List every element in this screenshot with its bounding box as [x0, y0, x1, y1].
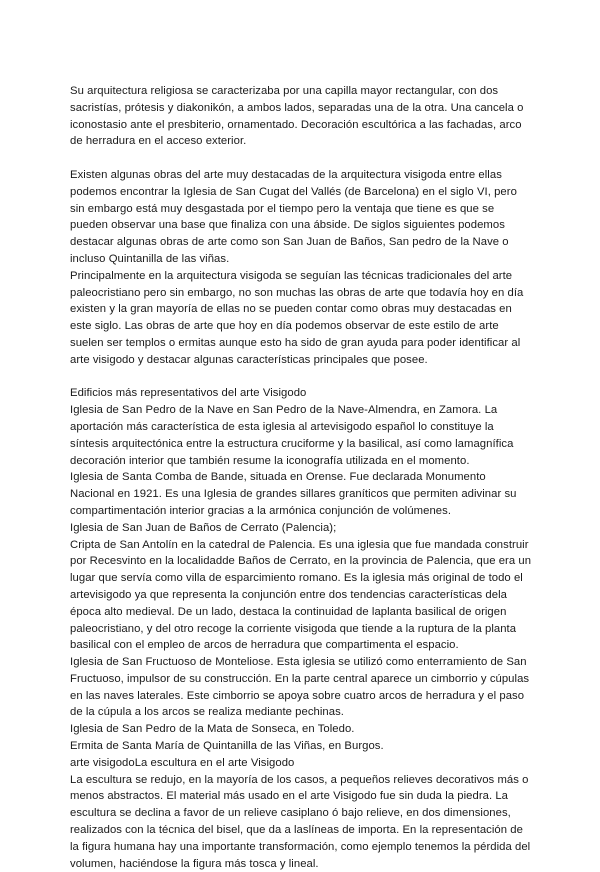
sculpture-heading: arte visigodoLa escultura en el arte Visigodo [70, 756, 295, 769]
bande-entry: Iglesia de Santa Comba de Bande, situada en Orense. Fue declarada Monumento Nacional en 1921. Es una Iglesia de grandes sillares graníticos que permiten adivinar su compartimentación interior gracias a la armónica conjunción de volúmenes. [70, 471, 517, 517]
quintanilla-entry: Ermita de Santa María de Quintanilla de las Viñas, en Burgos. [70, 740, 384, 753]
document-page [70, 83, 532, 872]
sculpture-paragraph: La escultura se redujo, en la mayoría de los casos, a pequeños relieves decorativos más o menos abstractos. El material más usado en el arte Visigodo fue sin duda la piedra. La escultura se declina a favor de un relieve casiplano ó bajo relieve, en dos dimensiones, realizados con la técnica del bisel, que da a laslíneas de importa. En la representación de la figura humana hay una importante transformación, como ejemplo tenemos la pérdida del volumen, haciéndose la figura más tosca y lineal. [70, 773, 531, 870]
montelios-entry: Iglesia de San Fructuoso de Monteliose. Esta iglesia se utilizó como enterramiento de San Fructuoso, impulsor de su construcción. En la parte central aparece un cimborrio y cúpulas en las naves laterales. Este cimborrio se apoya sobre cuatro arcos de herradura y el paso de la cúpula a los arcos se realiza mediante pechinas. [70, 656, 530, 719]
paragraph-spacer [70, 150, 532, 167]
techniques-paragraph: Principalmente en la arquitectura visigoda se seguían las técnicas tradicionales del arte paleocristiano pero sin embargo, no son muchas las obras de arte que todavía hoy en día existen y la gran mayoría de ellas no se pueden contar como obras muy destacadas en este siglo. Las obras de arte que hoy en día podemos observar de este estilo de arte suelen ser templos o ermitas aunque esto ha sido de gran ayuda para poder identificar al arte visigodo y destacar algunas características principales que posee. [70, 269, 524, 366]
intro-paragraph: Su arquitectura religiosa se caracterizaba por una capilla mayor rectangular, con dos sacristías, prótesis y diakonikón, a ambos lados, separadas una de la otra. Una cancela o iconostasio ante el presbiterio, ornamentado. Decoración escultórica a las fachadas, arco de herradura en el acceso exterior. [70, 85, 524, 148]
works-paragraph: Existen algunas obras del arte muy destacadas de la arquitectura visigoda entre ellas podemos encontrar la Iglesia de San Cugat del Vallés (de Barcelona) en el siglo VI, pero sin embargo está muy desgastada por el tiempo pero la ventaja que tiene es que se pueden observar una base que finaliza con una ábside. De siglos siguientes podemos destacar algunas obras de arte como son San Juan de Baños, San pedro de la Nave o incluso Quintanilla de las viñas. [70, 168, 517, 265]
section-heading: Edificios más representativos del arte Visigodo [70, 387, 307, 400]
mata-entry: Iglesia de San Pedro de la Mata de Sonseca, en Toledo. [70, 723, 355, 736]
banos-entry: Iglesia de San Juan de Baños de Cerrato (Palencia); [70, 521, 337, 534]
antolin-entry: Cripta de San Antolín en la catedral de Palencia. Es una iglesia que fue mandada construir por Recesvinto en la localidadde Baños de Cerrato, en la provincia de Palencia, que era un lugar que servía como villa de esparcimiento romano. Es la iglesia más original de todo el artevisigodo ya que representa la conjunción entre dos tendencias características dela época alto medieval. De un lado, destaca la continuidad de laplanta basilical de origen paleocristiano, y del otro recoge la corriente visigoda que tiende a la ruptura de la planta basilical con el empleo de arcos de herradura que compartimenta el espacio. [70, 538, 532, 652]
nave-entry [70, 402, 532, 469]
paragraph-spacer [70, 369, 532, 386]
nave-title: Iglesia de San Pedro de la Nave en San Pedro de la Nave-Almendra, en Zamora. [70, 404, 482, 417]
nave-text: La aportación más característica de esta iglesia al artevisigodo español lo constituye la síntesis arquitectónica entre la estructura cruciforme y la basilical, así como lamagnífica decoración interior que también resume la iconografía utilizada en el momento. [70, 404, 514, 467]
